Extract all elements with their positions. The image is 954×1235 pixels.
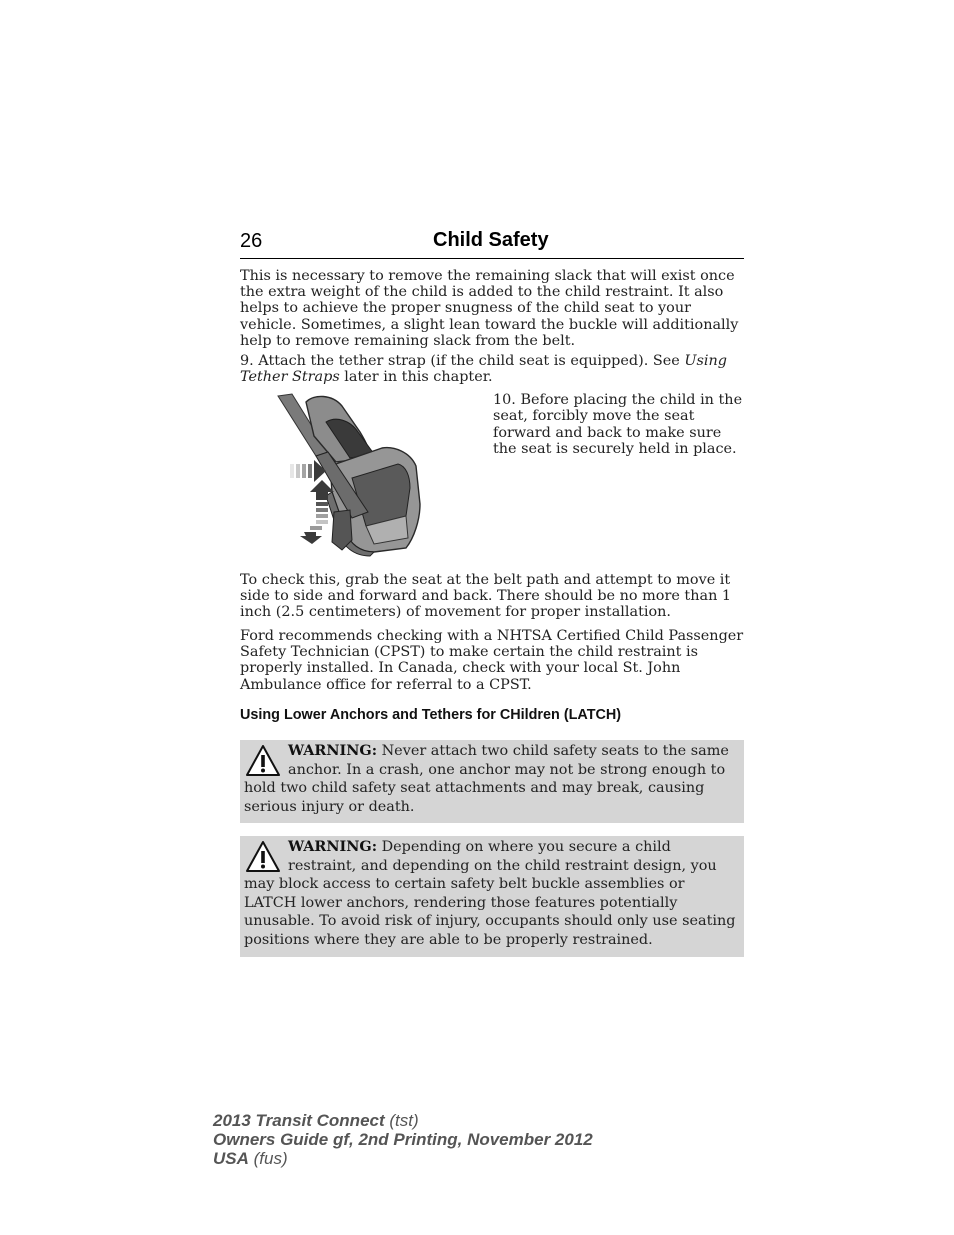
warning-label: WARNING: xyxy=(288,742,378,759)
page-header xyxy=(240,228,744,259)
warning-text: Never attach two child safety seats to the same anchor. In a crash, one anchor may not be strong enough to hold two child safety seat attachments and may break, causing serious injury or death. xyxy=(244,743,729,815)
step-9-suffix: later in this chapter. xyxy=(339,369,493,386)
step-9-prefix: 9. Attach the tether strap (if the child seat is equipped). See xyxy=(240,353,685,369)
warning-box xyxy=(240,836,744,957)
step-10: 10. Before placing the child in the seat, forcibly move the seat forward and back to make sure the seat is securely held in place. xyxy=(493,392,743,458)
warning-label: WARNING: xyxy=(288,838,378,855)
tether-straps-reference: Using Tether Straps xyxy=(240,353,727,386)
section-heading: Using Lower Anchors and Tethers for CHildren (LATCH) xyxy=(240,707,622,723)
paragraph-slack: This is necessary to remove the remaining slack that will exist once the extra weight of the child is added to the child restraint. It also helps to achieve the proper snugness of the child seat to your vehicle. Sometimes, a slight lean toward the buckle will additionally help to remove remaining slack from the belt. xyxy=(240,268,739,349)
warning-triangle-icon xyxy=(246,744,280,778)
page-footer xyxy=(213,1111,593,1168)
paragraph-ford: Ford recommends checking with a NHTSA Certified Child Passenger Safety Technician (CPST) to make certain the child restraint is properly installed. In Canada, check with your local St. John Ambulance office for referral to a CPST. xyxy=(240,628,744,693)
chapter-title: Child Safety xyxy=(433,229,549,251)
footer-line-1 xyxy=(213,1111,593,1130)
warning-box xyxy=(240,740,744,823)
footer-line-3 xyxy=(213,1149,593,1168)
paragraph-check: To check this, grab the seat at the belt path and attempt to move it side to side and forward and back. There should be no more than 1 inch (2.5 centimeters) of movement for proper installation. xyxy=(240,572,732,621)
warning-triangle-icon xyxy=(246,840,280,874)
footer-vehicle: 2013 Transit Connect xyxy=(213,1111,385,1130)
warning-text: Depending on where you secure a child restraint, and depending on the child restraint design, you may block access to certain safety belt buckle assemblies or LATCH lower anchors, rendering those features potentially unusable. To avoid risk of injury, occupants should only use seating positions where they are able to be properly restrained. xyxy=(244,839,736,948)
step-9 xyxy=(240,353,744,385)
footer-market-code: (fus) xyxy=(248,1149,288,1168)
child-seat-installation-illustration xyxy=(270,392,430,558)
footer-line-2: Owners Guide gf, 2nd Printing, November 2012 xyxy=(213,1130,593,1149)
page-number: 26 xyxy=(240,230,263,252)
footer-market: USA xyxy=(213,1149,249,1168)
child-seat-illustration-svg xyxy=(270,392,430,558)
footer-vehicle-code: (tst) xyxy=(384,1111,419,1130)
